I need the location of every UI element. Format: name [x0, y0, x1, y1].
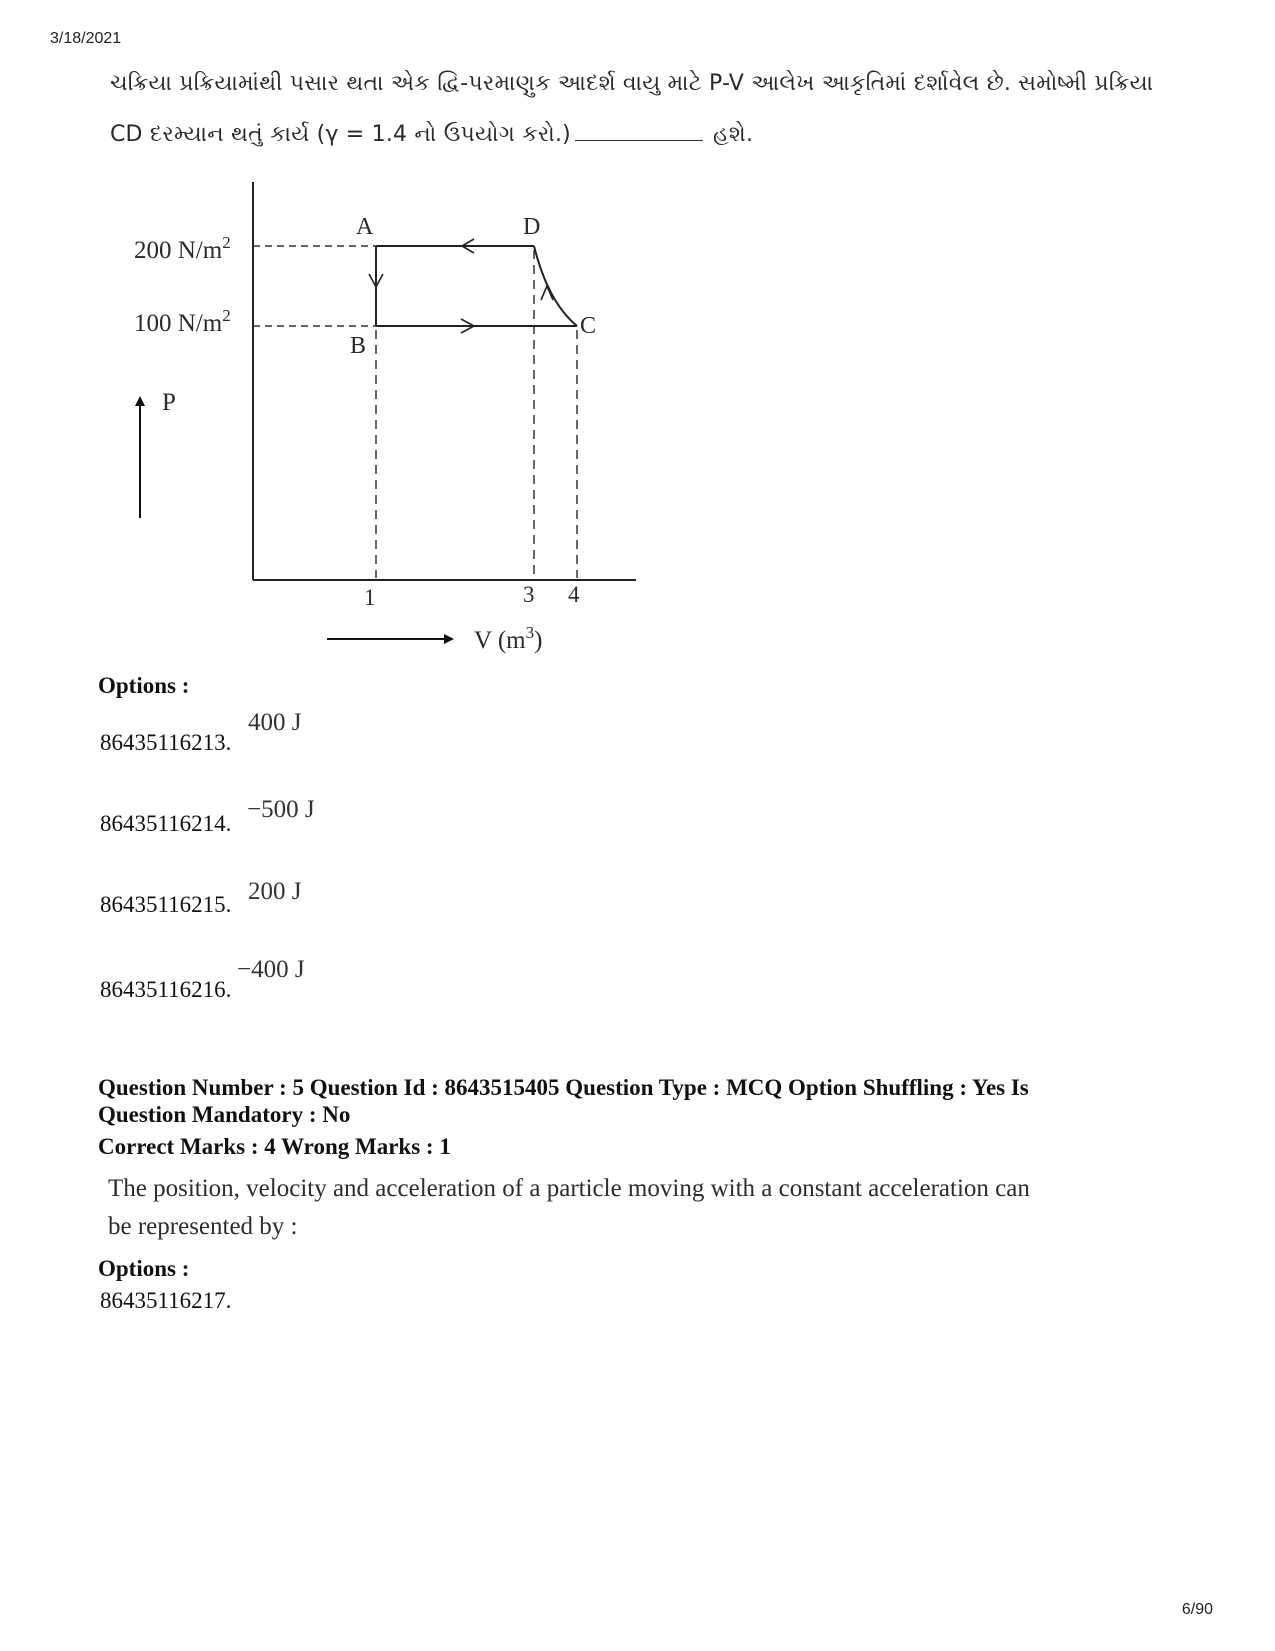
question-4-text-after-blank: હશે.: [712, 122, 754, 147]
question-5-meta-line-1: Question Number : 5 Question Id : 8643515405 Question Type : MCQ Option Shuffling : Yes Is: [98, 1075, 1029, 1100]
option-1-id: 86435116213.: [100, 730, 232, 755]
q5-option-1-id: 86435116217.: [100, 1288, 232, 1313]
point-d-label: D: [523, 214, 541, 240]
page-number: 6/90: [1181, 1601, 1213, 1618]
option-3-value: 200 J: [248, 878, 302, 905]
question-5-text-line-2: be represented by :: [108, 1213, 298, 1240]
question-5-meta-line-2: Question Mandatory : No: [98, 1102, 351, 1127]
question-4-text-before-blank: CD દરમ્યાન થતું કાર્ય (γ = 1.4 નો ઉપયોગ કરો.): [110, 122, 571, 147]
print-date: 3/18/2021: [50, 30, 122, 47]
label-200: 200 $N/m^2$: [134, 233, 231, 264]
options-heading-q5: Options :: [98, 1256, 190, 1281]
p-axis-label: P: [162, 389, 176, 416]
point-c-label: C: [580, 313, 597, 339]
v-axis-label: V $(m^3)$: [474, 623, 543, 654]
question-5-text-line-1: The position, velocity and acceleration of a particle moving with a constant acceleration can: [108, 1175, 1030, 1202]
answer-blank: [575, 124, 703, 141]
point-a-label: A: [356, 214, 374, 240]
question-4-text-line-1: ચક્રિયા પ્રક્રિયામાંથી પસાર થતા એક દ્વિ-પરમાણુક આદર્શ વાયુ માટે P-V આલેખ આકૃતિમાં દર્શાવેલ છે. સમોષ્મી પ્રક્રિયા: [110, 71, 1154, 96]
tick-3: 3: [523, 582, 535, 607]
options-heading-q4: Options :: [98, 673, 190, 698]
option-4-id: 86435116216.: [100, 977, 232, 1002]
tick-1: 1: [364, 585, 376, 610]
option-4-value: −400 J: [237, 956, 305, 983]
option-3-id: 86435116215.: [100, 892, 232, 917]
tick-4: 4: [568, 582, 580, 607]
option-2-value: −500 J: [247, 796, 315, 823]
option-1-value: 400 J: [248, 709, 302, 736]
question-5-marks: Correct Marks : 4 Wrong Marks : 1: [98, 1134, 451, 1159]
question-4-text-line-2: [110, 122, 753, 147]
point-b-label: B: [350, 333, 367, 359]
label-100: 100 $N/m^2$: [134, 306, 231, 337]
option-2-id: 86435116214.: [100, 811, 232, 836]
pv-diagram: [0, 160, 700, 680]
process-cd-curve: [534, 246, 577, 326]
